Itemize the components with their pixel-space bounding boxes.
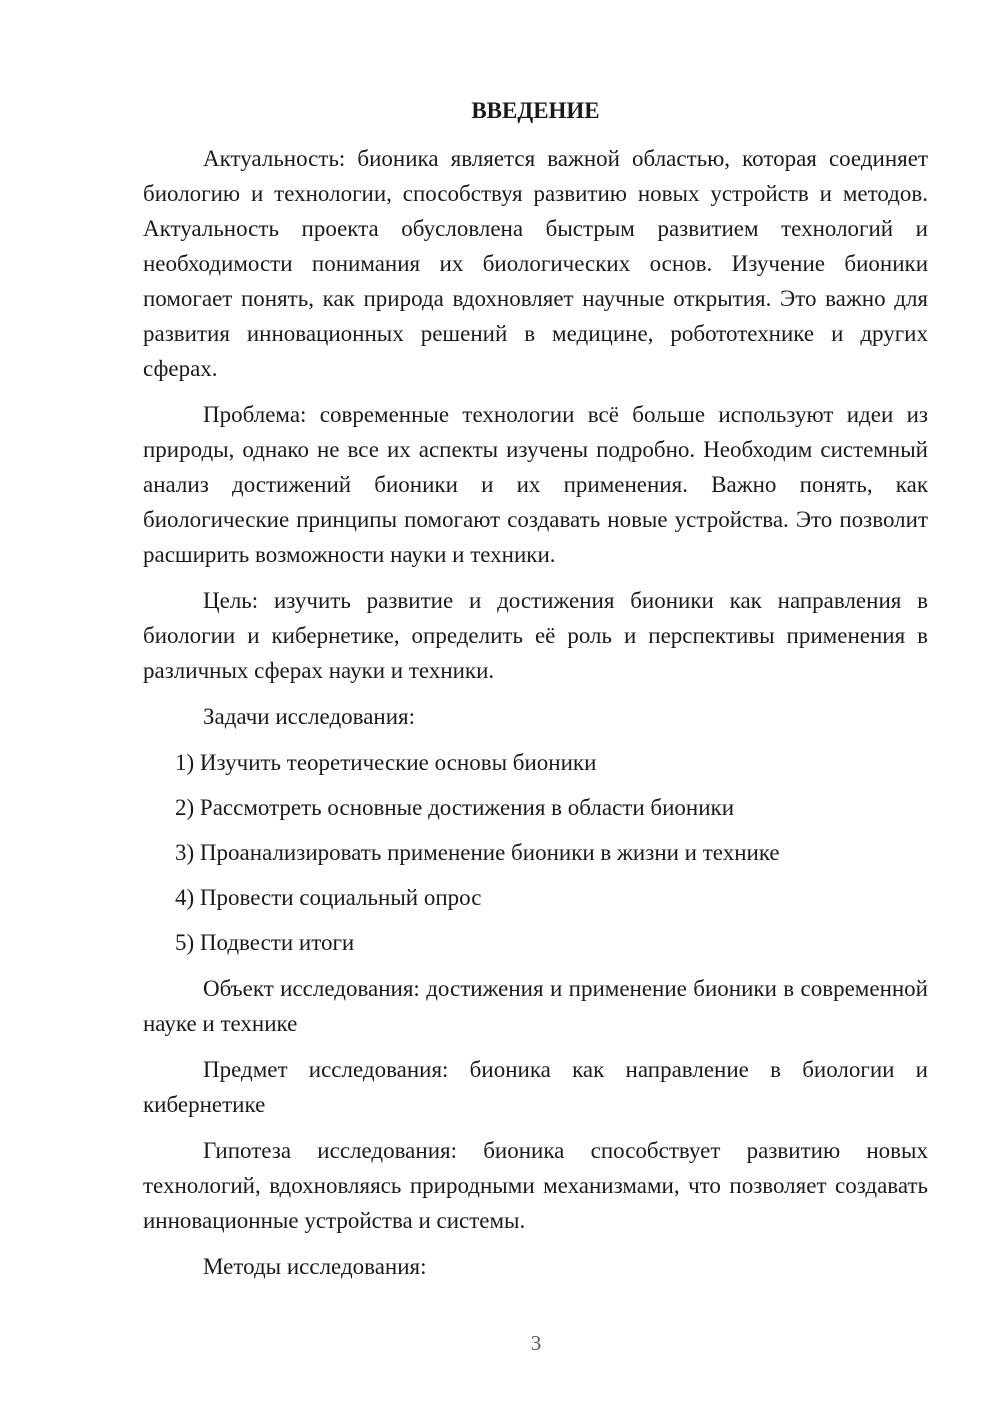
paragraph-subject: Предмет исследования: бионика как направление в биологии и кибернетике [143, 1057, 928, 1117]
task-item: 1) Изучить теоретические основы бионики [175, 750, 597, 775]
page-number: 3 [530, 1331, 542, 1355]
task-list [143, 745, 928, 960]
task-item: 4) Провести социальный опрос [175, 885, 482, 910]
methods-heading: Методы исследования: [203, 1254, 427, 1279]
paragraph-goal: Цель: изучить развитие и достижения бионики как направления в биологии и кибернетике, определить её роль и перспективы применения в различных сферах науки и техники. [143, 588, 928, 683]
paragraph-problem: Проблема: современные технологии всё больше используют идеи из природы, однако не все их аспекты изучены подробно. Необходим системный анализ достижений бионики и их применения. Важно понять, как биологические принципы помогают создавать новые устройства. Это позволит расширить возможности науки и техники. [143, 402, 928, 567]
paragraph-object: Объект исследования: достижения и применение бионики в современной науке и технике [143, 976, 928, 1036]
paragraph-relevance: Актуальность: бионика является важной областью, которая соединяет биологию и технологии, способствуя развитию новых устройств и методов. Актуальность проекта обусловлена быстрым развитием технологий и необходимости понимания их биологических основ. Изучение бионики помогает понять, как природа вдохновляет научные открытия. Это важно для развития инновационных решений в медицине, робототехнике и других сферах. [143, 146, 928, 381]
page-content [143, 93, 928, 1295]
task-item: 2) Рассмотреть основные достижения в области бионики [175, 795, 735, 820]
task-item: 3) Проанализировать применение бионики в жизни и технике [175, 840, 780, 865]
paragraph-hypothesis: Гипотеза исследования: бионика способствует развитию новых технологий, вдохновляясь природными механизмами, что позволяет создавать инновационные устройства и системы. [143, 1138, 928, 1233]
tasks-heading: Задачи исследования: [203, 704, 416, 729]
section-title: ВВЕДЕНИЕ [471, 98, 600, 123]
task-item: 5) Подвести итоги [175, 930, 355, 955]
